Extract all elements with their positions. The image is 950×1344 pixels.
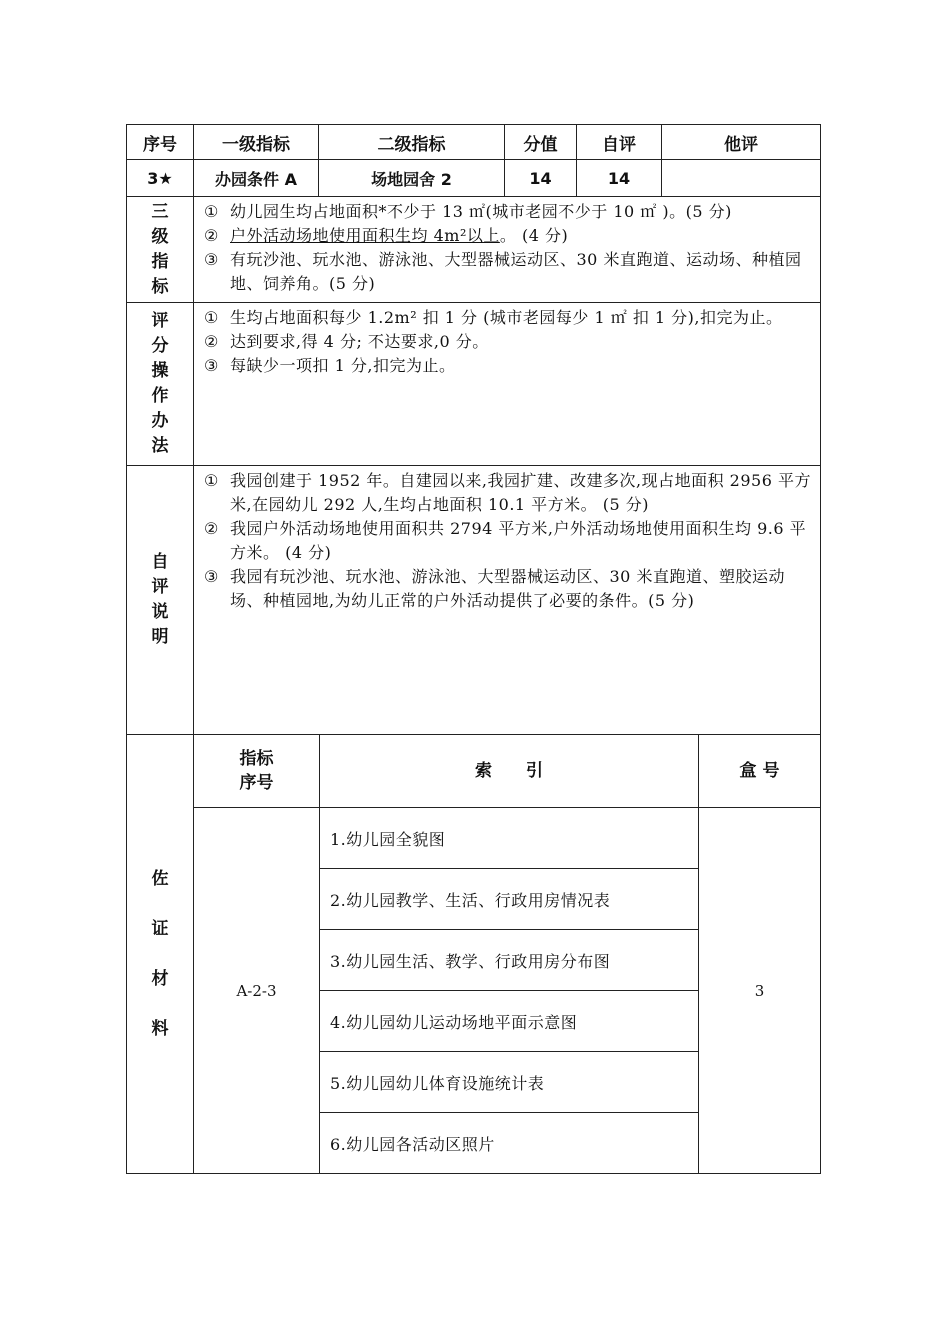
- evidence-item: 6.幼儿园各活动区照片: [320, 1113, 699, 1174]
- evidence-item: 1.幼儿园全貌图: [320, 808, 699, 869]
- level3-item: ② 户外活动场地使用面积生均 4m²以上。 (4 分): [204, 226, 569, 245]
- level3-row: [127, 197, 821, 303]
- value-row: [127, 160, 821, 197]
- header-other: 他评: [662, 125, 821, 160]
- evidence-header-code: 指标 序号: [194, 735, 320, 808]
- scoring-content: [194, 303, 821, 466]
- evidence-header-row: [194, 735, 821, 808]
- scoring-item: ① 生均占地面积每少 1.2m² 扣 1 分 (城市老园每少 1 ㎡ 扣 1 分),扣完为止。: [204, 308, 783, 327]
- header-self: 自评: [577, 125, 662, 160]
- evidence-item: 2.幼儿园教学、生活、行政用房情况表: [320, 869, 699, 930]
- evidence-row: [127, 735, 821, 1174]
- level3-item: ③ 有玩沙池、玩水池、游泳池、大型器械运动区、30 米直跑道、运动场、种植园地、饲养角。(5 分): [204, 250, 802, 293]
- row-level2: 场地园舍 2: [319, 160, 505, 197]
- self-eval-item: ③ 我园有玩沙池、玩水池、游泳池、大型器械运动区、30 米直跑道、塑胶运动场、种植园地,为幼儿正常的户外活动提供了必要的条件。(5 分): [204, 567, 785, 610]
- header-level1: 一级指标: [194, 125, 319, 160]
- header-no: 序号: [127, 125, 194, 160]
- self-eval-item: ② 我园户外活动场地使用面积共 2794 平方米,户外活动场地使用面积生均 9.6 平方米。 (4 分): [204, 519, 807, 562]
- row-other: [662, 160, 821, 197]
- self-eval-content: [194, 466, 821, 735]
- self-eval-label: 自 评 说 明: [127, 466, 194, 735]
- row-level1: 办园条件 A: [194, 160, 319, 197]
- scoring-label: 评 分 操 作 办 法: [127, 303, 194, 466]
- row-score: 14: [505, 160, 577, 197]
- level3-label: 三 级 指 标: [127, 197, 194, 303]
- evaluation-sheet: [126, 124, 820, 1174]
- evidence-item: 5.幼儿园幼儿体育设施统计表: [320, 1052, 699, 1113]
- level3-item: ① 幼儿园生均占地面积*不少于 13 ㎡(城市老园不少于 10 ㎡ )。(5 分): [204, 202, 732, 221]
- evidence-item-row: [194, 808, 821, 869]
- row-no: 3★: [127, 160, 194, 197]
- evidence-header-index: 索 引: [320, 735, 699, 808]
- header-score: 分值: [505, 125, 577, 160]
- evidence-header-box: 盒 号: [699, 735, 821, 808]
- scoring-item: ② 达到要求,得 4 分; 不达要求,0 分。: [204, 332, 489, 351]
- self-eval-item: ① 我园创建于 1952 年。自建园以来,我园扩建、改建多次,现占地面积 2956 平方米,在园幼儿 292 人,生均占地面积 10.1 平方米。 (5 分): [204, 471, 811, 514]
- self-eval-row: [127, 466, 821, 735]
- evidence-code: A-2-3: [194, 808, 320, 1174]
- evidence-label: 佐 证 材 料: [127, 735, 194, 1174]
- level3-content: [194, 197, 821, 303]
- evaluation-table: [126, 124, 821, 1174]
- evidence-box: 3: [699, 808, 821, 1174]
- evidence-cell: [194, 735, 821, 1174]
- scoring-row: [127, 303, 821, 466]
- evidence-item: 4.幼儿园幼儿运动场地平面示意图: [320, 991, 699, 1052]
- evidence-table: [193, 734, 821, 1174]
- row-self: 14: [577, 160, 662, 197]
- evidence-item: 3.幼儿园生活、教学、行政用房分布图: [320, 930, 699, 991]
- header-level2: 二级指标: [319, 125, 505, 160]
- scoring-item: ③ 每缺少一项扣 1 分,扣完为止。: [204, 356, 456, 375]
- header-row: [127, 125, 821, 160]
